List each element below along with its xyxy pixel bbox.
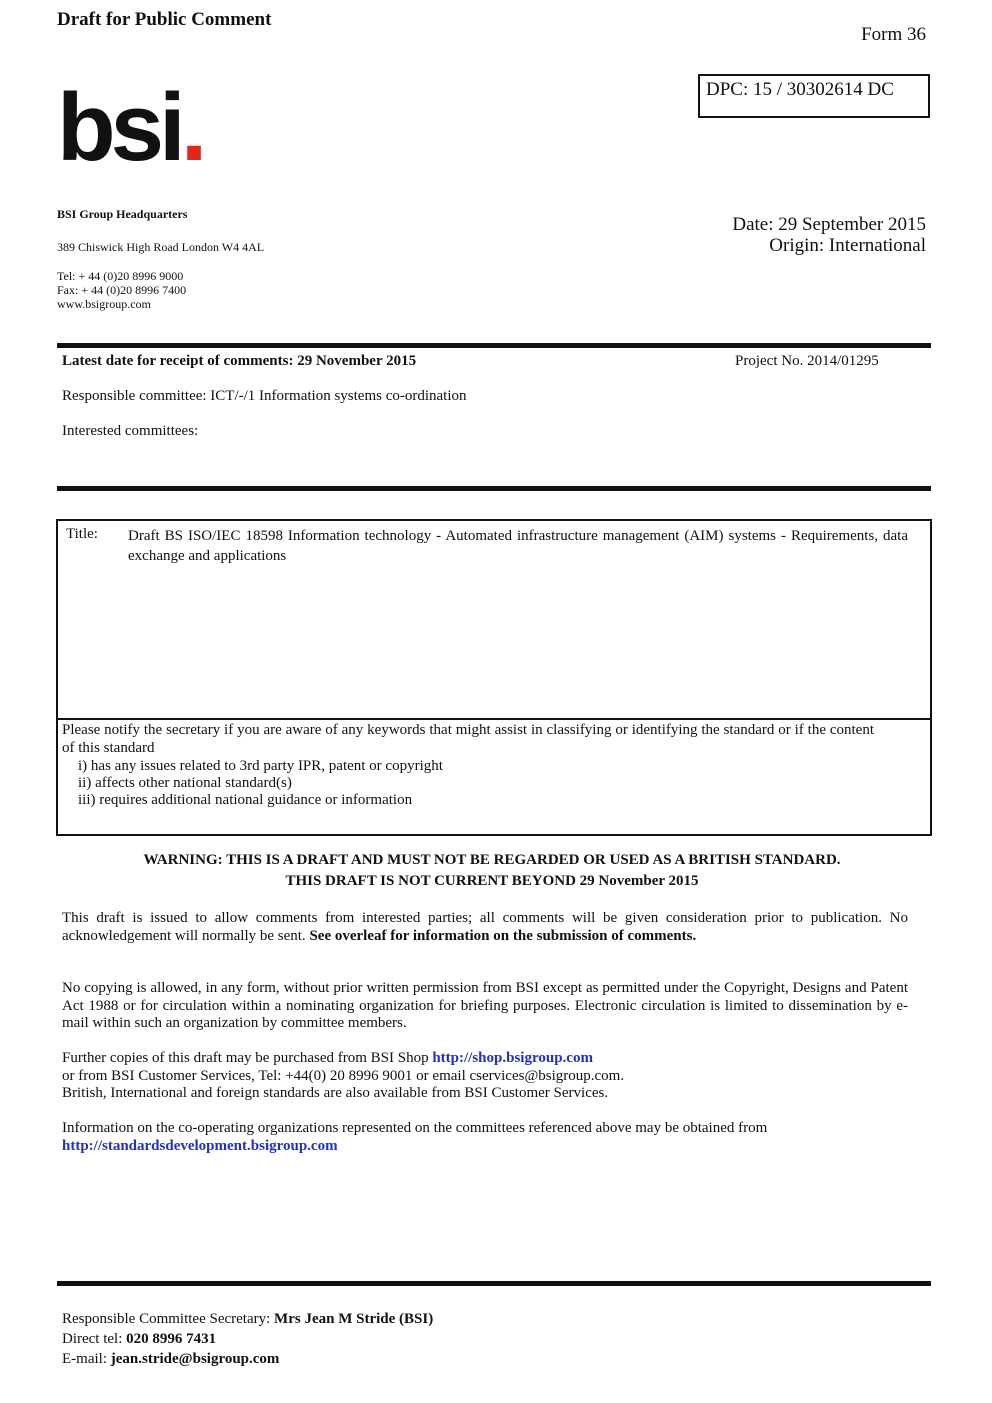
date-origin-block xyxy=(732,214,926,256)
secretary-name: Mrs Jean M Stride (BSI) xyxy=(274,1311,434,1327)
paragraph-text: Further copies of this draft may be purchased from BSI Shop xyxy=(62,1050,433,1066)
interested-committees: Interested committees: xyxy=(62,423,199,439)
draft-label: Draft for Public Comment xyxy=(57,9,272,30)
hq-contact xyxy=(57,269,186,311)
notify-item: iii) requires additional national guidance or information xyxy=(78,792,413,808)
secretary-contact xyxy=(62,1309,433,1369)
paragraph-cooperating-orgs xyxy=(62,1120,908,1155)
paragraph-text: British, International and foreign standards are also available from BSI Customer Services. xyxy=(62,1085,609,1101)
responsible-committee: Responsible committee: ICT/-/1 Information systems co-ordination xyxy=(62,388,467,404)
form-number: Form 36 xyxy=(861,24,926,45)
hq-fax: Fax: + 44 (0)20 8996 7400 xyxy=(57,283,187,297)
notify-item: ii) affects other national standard(s) xyxy=(78,775,292,791)
email-label: E-mail: xyxy=(62,1351,111,1367)
dpc-reference: DPC: 15 / 30302614 DC xyxy=(706,79,894,100)
secretary-label: Responsible Committee Secretary: xyxy=(62,1311,275,1327)
document-title: Draft BS ISO/IEC 18598 Information technology - Automated infrastructure management (AIM) systems - Requirements, data exchange and applications xyxy=(128,528,908,564)
standards-development-link[interactable]: http://standardsdevelopment.bsigroup.com xyxy=(62,1137,338,1154)
bsi-logo-text: bsi xyxy=(57,74,181,181)
paragraph-copying: No copying is allowed, in any form, without prior written permission from BSI except as permitted under the Copyright, Designs and Patent Act 1988 or for circulation within a nominating organization for briefing purposes. Electronic circulation is limited to dissemination by e-mail within such an organization by committee members. xyxy=(62,980,908,1031)
warning-line-2: THIS DRAFT IS NOT CURRENT BEYOND 29 November 2015 xyxy=(285,873,699,889)
paragraph-text: Information on the co-operating organizations represented on the committees referenced above may be obtained from xyxy=(62,1120,768,1136)
divider-middle xyxy=(57,486,931,491)
paragraph-text: or from BSI Customer Services, Tel: +44(0) 20 8996 9001 or email cservices@bsigroup.com. xyxy=(62,1067,625,1084)
divider-top xyxy=(57,343,931,348)
dpc-box xyxy=(698,74,930,118)
paragraph-draft-issue xyxy=(62,910,908,945)
origin: Origin: International xyxy=(769,235,926,256)
title-box-divider xyxy=(58,718,930,720)
overleaf-note: See overleaf for information on the submission of comments. xyxy=(309,927,697,944)
paragraph-text: This draft is issued to allow comments from interested parties; all comments will be given consideration prior to publication. No acknowledgement will normally be sent. xyxy=(62,910,908,944)
direct-tel-value: 020 8996 7431 xyxy=(126,1331,217,1347)
hq-tel: Tel: + 44 (0)20 8996 9000 xyxy=(57,269,184,283)
divider-bottom xyxy=(57,1281,931,1286)
title-label: Title: xyxy=(66,526,98,542)
latest-date: Latest date for receipt of comments: 29 November 2015 xyxy=(62,353,417,369)
notify-text: Please notify the secretary if you are aware of any keywords that might assist in classifying or identifying the standard or if the content of this standard xyxy=(62,722,874,756)
project-number: Project No. 2014/01295 xyxy=(735,353,879,369)
hq-address: 389 Chiswick High Road London W4 4AL xyxy=(57,240,265,254)
title-box xyxy=(56,519,932,836)
bsi-shop-link[interactable]: http://shop.bsigroup.com xyxy=(432,1050,593,1066)
bsi-logo-dot: . xyxy=(180,74,203,181)
notify-item: i) has any issues related to 3rd party IPR, patent or copyright xyxy=(78,758,443,774)
hq-title: BSI Group Headquarters xyxy=(57,207,188,221)
hq-web: www.bsigroup.com xyxy=(57,297,151,311)
email-value[interactable]: jean.stride@bsigroup.com xyxy=(110,1351,280,1367)
direct-tel-label: Direct tel: xyxy=(62,1331,127,1347)
paragraph-further-copies xyxy=(62,1050,908,1103)
warning-line-1: WARNING: THIS IS A DRAFT AND MUST NOT BE REGARDED OR USED AS A BRITISH STANDARD. xyxy=(143,852,841,868)
bsi-logo xyxy=(57,74,203,181)
date: Date: 29 September 2015 xyxy=(732,214,926,235)
